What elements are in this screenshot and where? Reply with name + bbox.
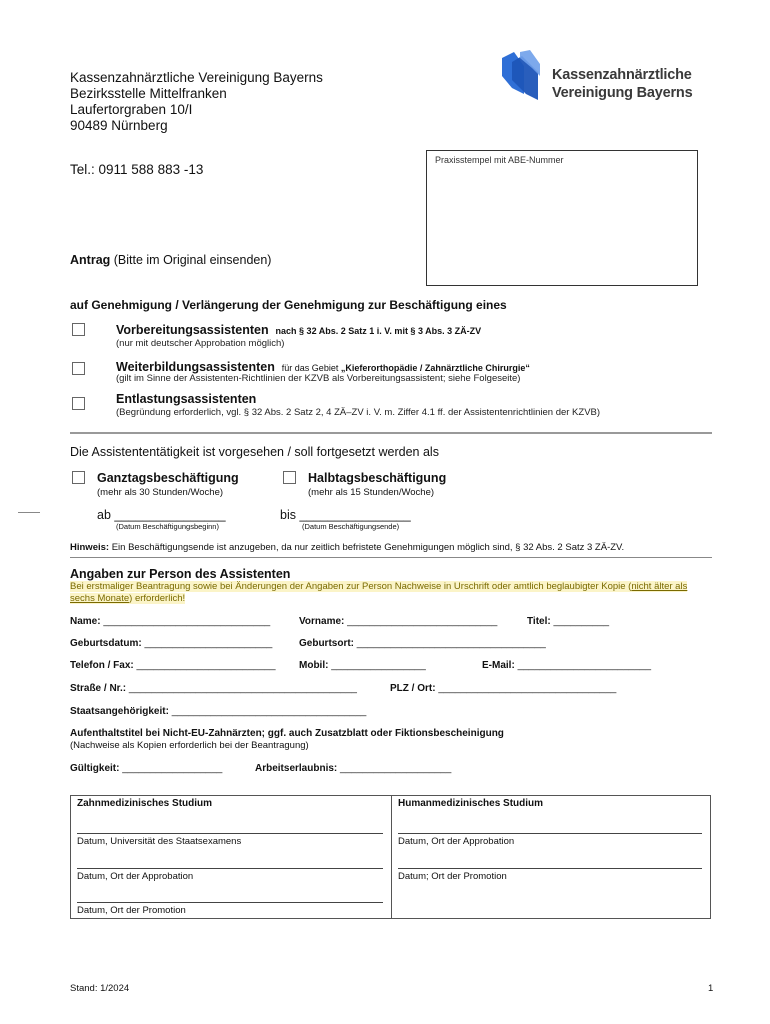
option-title <box>116 323 481 337</box>
name-field[interactable] <box>70 616 270 627</box>
signature-line <box>77 833 383 834</box>
telephone: Tel.: 0911 588 883 -13 <box>70 162 204 177</box>
option-qualifier: nach § 32 Abs. 2 Satz 1 i. V. mit § 3 Abs. 3 ZÄ-ZV <box>275 326 482 336</box>
field-line: _________________________________________ <box>128 683 357 694</box>
field-line: ________________________________ <box>438 683 617 694</box>
person-note <box>70 581 750 605</box>
note-underlined: nicht älter als <box>631 581 688 592</box>
field-line: __________ <box>553 616 610 627</box>
aufenthalt-sub: (Nachweise als Kopien erforderlich bei der Beantragung) <box>70 740 309 751</box>
address-line: Laufertorgraben 10/I <box>70 102 193 117</box>
page-number: 1 <box>708 983 714 994</box>
gueltigkeit-field[interactable] <box>70 763 222 774</box>
option-label: Ganztagsbeschäftigung <box>97 471 239 485</box>
divider <box>70 432 712 434</box>
section-title: auf Genehmigung / Verlängerung der Genehmigung zur Beschäftigung eines <box>70 298 507 312</box>
field-label: Name: <box>70 616 101 627</box>
column-header: Zahnmedizinisches Studium <box>77 798 213 809</box>
option-title <box>116 360 530 374</box>
note-text: ) erforderlich! <box>129 593 186 604</box>
aufenthalt-title: Aufenthaltstitel bei Nicht-EU-Zahnärzten; ggf. auch Zusatzblatt oder Fiktionsbescheinigung <box>70 728 504 739</box>
study-table <box>70 795 711 919</box>
option-sub: (mehr als 30 Stunden/Woche) <box>97 487 224 498</box>
vorname-field[interactable] <box>299 616 497 627</box>
arbeitserlaubnis-field[interactable] <box>255 763 451 774</box>
hint-text: Ein Beschäftigungsende ist anzugeben, da nur zeitlich befristete Genehmigungen möglich sind, § 32 Abs. 2 Satz 3 ZÄ-ZV. <box>109 542 625 553</box>
stamp-label: Praxisstempel mit ABE-Nummer <box>435 155 564 165</box>
section-title: Die Assistententätigkeit ist vorgesehen / soll fortgesetzt werden als <box>70 445 439 459</box>
note-text: Bei erstmaliger Beantragung sowie bei Änderungen der Angaben zur Person Nachweise in Urschrift oder amtlich beglaubigter Kopie ( <box>70 581 632 592</box>
plz-field[interactable] <box>390 683 616 694</box>
field-label: PLZ / Ort: <box>390 683 436 694</box>
from-field[interactable] <box>97 508 226 522</box>
field-line: ___________________________________ <box>171 706 367 717</box>
antrag-bold: Antrag <box>70 253 111 267</box>
option-sub: (Begründung erforderlich, vgl. § 32 Abs. 2 Satz 2, 4 ZÄ–ZV i. V. m. Ziffer 4.1 ff. der Assistentenrichtlinien der KZVB) <box>116 407 601 418</box>
address-line: 90489 Nürnberg <box>70 118 168 133</box>
antrag-line <box>70 253 271 267</box>
mobil-field[interactable] <box>299 660 426 671</box>
address-line: Kassenzahnärztliche Vereinigung Bayerns <box>70 70 323 85</box>
field-line: __________________________________ <box>356 638 546 649</box>
field-line: ___________________________ <box>347 616 498 627</box>
line-caption: Datum, Ort der Approbation <box>398 836 515 847</box>
address-line: Bezirksstelle Mittelfranken <box>70 86 227 101</box>
to-line: ________________ <box>299 508 411 522</box>
staatsangehoerigkeit-field[interactable] <box>70 706 366 717</box>
field-label: Arbeitserlaubnis: <box>255 763 338 774</box>
field-label: Mobil: <box>299 660 329 671</box>
checkbox-halbtags[interactable] <box>283 471 296 484</box>
to-caption: (Datum Beschäftigungsende) <box>302 522 400 531</box>
practice-stamp-box[interactable] <box>426 150 698 286</box>
signature-line <box>398 833 702 834</box>
strasse-field[interactable] <box>70 683 357 694</box>
option-label: Weiterbildungsassistenten <box>116 360 275 374</box>
field-line: ________________________ <box>517 660 652 671</box>
to-field[interactable] <box>280 508 411 522</box>
email-field[interactable] <box>482 660 651 671</box>
field-line: _________________ <box>331 660 426 671</box>
titel-field[interactable] <box>527 616 609 627</box>
geburtsdatum-field[interactable] <box>70 638 272 649</box>
from-caption: (Datum Beschäftigungsbeginn) <box>116 522 219 531</box>
footer-stand: Stand: 1/2024 <box>70 983 130 994</box>
option-sub: (mehr als 15 Stunden/Woche) <box>308 487 435 498</box>
logo-line: Vereinigung Bayerns <box>552 85 693 101</box>
field-label: Gültigkeit: <box>70 763 120 774</box>
option-label: Entlastungsassistenten <box>116 392 257 406</box>
geburtsort-field[interactable] <box>299 638 546 649</box>
option-sub: (nur mit deutscher Approbation möglich) <box>116 338 285 349</box>
field-line: __________________ <box>122 763 223 774</box>
option-label: Halbtagsbeschäftigung <box>308 471 447 485</box>
to-label: bis <box>280 508 296 522</box>
field-label: Geburtsort: <box>299 638 354 649</box>
field-line: _________________________ <box>136 660 276 671</box>
line-caption: Datum; Ort der Promotion <box>398 871 507 882</box>
antrag-rest: (Bitte im Original einsenden) <box>110 253 272 267</box>
telefon-field[interactable] <box>70 660 276 671</box>
field-label: E-Mail: <box>482 660 515 671</box>
field-line: ______________________________ <box>103 616 271 627</box>
note-underlined: sechs Monate <box>70 593 130 604</box>
signature-line <box>77 902 383 903</box>
from-label: ab <box>97 508 111 522</box>
field-label: Vorname: <box>299 616 345 627</box>
option-qualifier-pre: für das Gebiet <box>281 363 341 373</box>
field-label: Geburtsdatum: <box>70 638 142 649</box>
logo-line: Kassenzahnärztliche <box>552 67 692 83</box>
hint-label: Hinweis: <box>70 542 110 553</box>
field-line: ____________________ <box>340 763 452 774</box>
signature-line <box>77 868 383 869</box>
sender-address <box>70 70 323 134</box>
field-label: Telefon / Fax: <box>70 660 134 671</box>
hint <box>70 542 624 553</box>
option-qualifier: „Kieferorthopädie / Zahnärztliche Chirurgie“ <box>340 363 530 373</box>
dental-study-cell[interactable] <box>71 796 392 919</box>
checkbox-vorbereitungsassistent[interactable] <box>72 323 85 336</box>
field-label: Straße / Nr.: <box>70 683 127 694</box>
section-title: Angaben zur Person des Assistenten <box>70 567 291 581</box>
divider <box>70 557 712 558</box>
checkbox-entlastungsassistent[interactable] <box>72 397 85 410</box>
logo-wordmark <box>552 66 692 102</box>
column-header: Humanmedizinisches Studium <box>398 798 544 809</box>
line-caption: Datum, Ort der Promotion <box>77 905 186 916</box>
option-title <box>116 392 256 406</box>
checkbox-weiterbildungsassistent[interactable] <box>72 362 85 375</box>
checkbox-ganztags[interactable] <box>72 471 85 484</box>
field-line: _______________________ <box>144 638 273 649</box>
signature-line <box>398 868 702 869</box>
line-caption: Datum, Ort der Approbation <box>77 871 194 882</box>
option-label: Vorbereitungsassistenten <box>116 323 269 337</box>
from-line: ________________ <box>114 508 226 522</box>
medical-study-cell[interactable] <box>392 796 711 919</box>
field-label: Titel: <box>527 616 551 627</box>
field-label: Staatsangehörigkeit: <box>70 706 169 717</box>
fold-mark <box>18 512 40 513</box>
line-caption: Datum, Universität des Staatsexamens <box>77 836 242 847</box>
option-sub: (gilt im Sinne der Assistenten-Richtlinien der KZVB als Vorbereitungsassistent; siehe Folgeseite) <box>116 373 521 384</box>
